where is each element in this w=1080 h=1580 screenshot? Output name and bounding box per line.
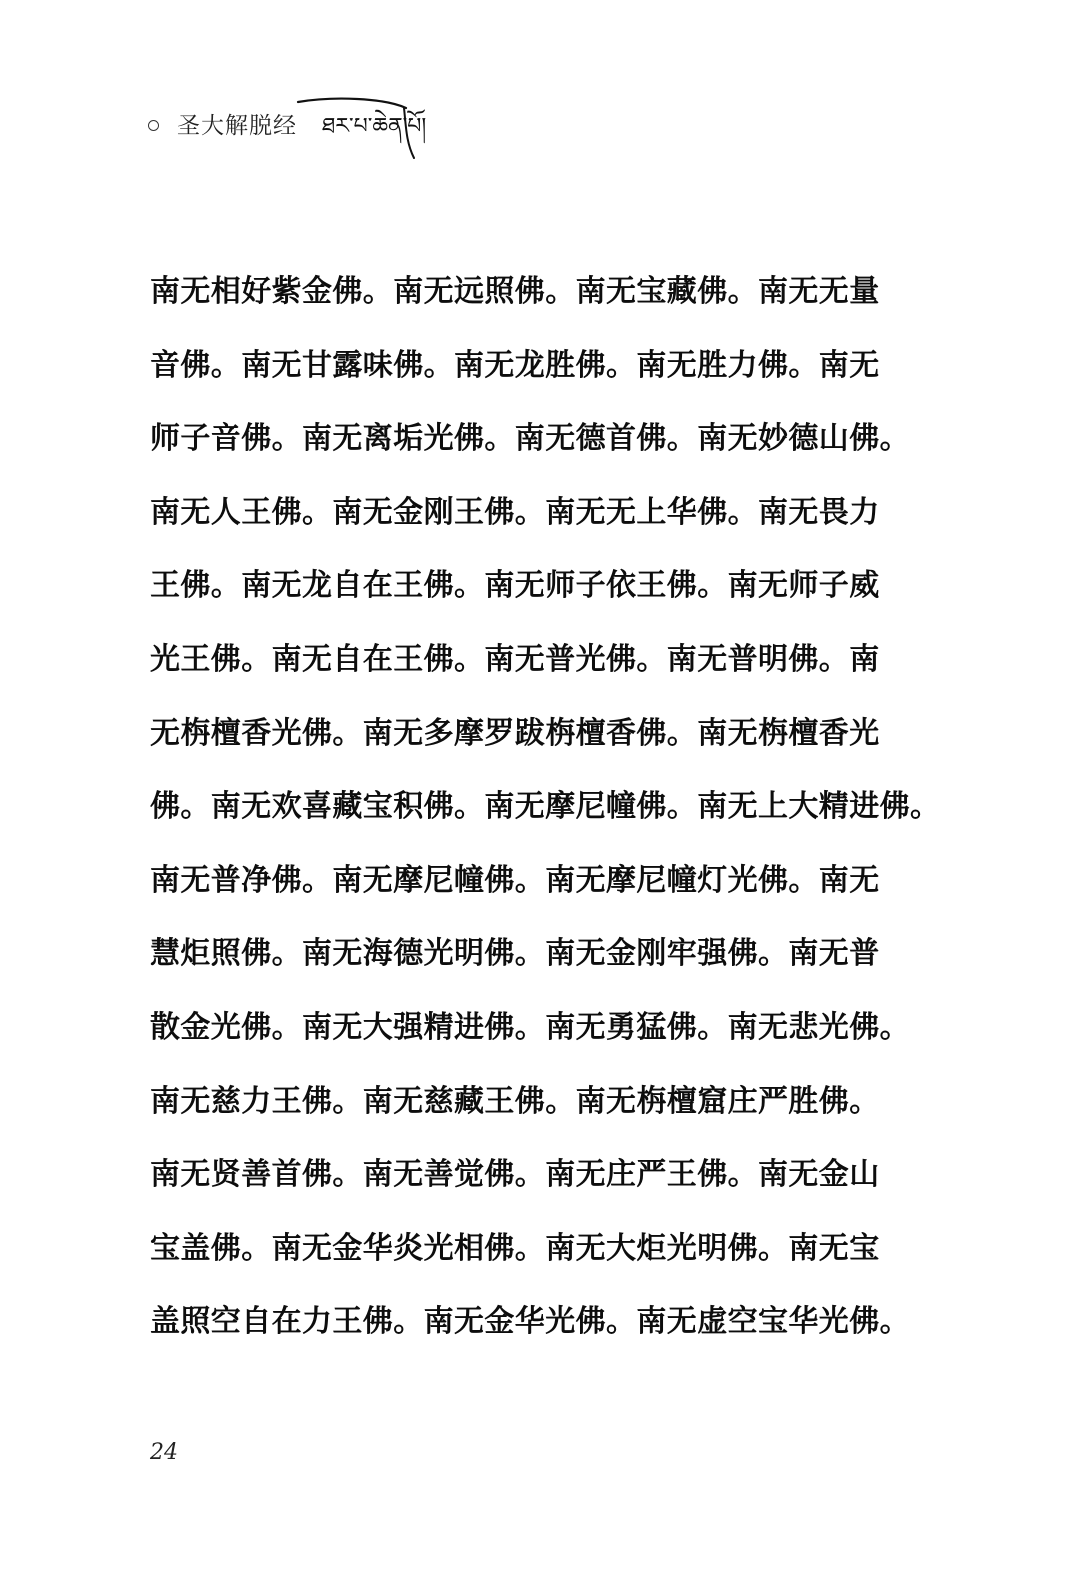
text-line: 散金光佛。南无大强精进佛。南无勇猛佛。南无悲光佛。 — [150, 1009, 910, 1045]
text-line: 佛。南无欢喜藏宝积佛。南无摩尼幢佛。南无上大精进佛。 — [150, 789, 941, 825]
running-header — [148, 100, 568, 170]
circle-bullet-icon — [148, 120, 159, 131]
text-line: 光王佛。南无自在王佛。南无普光佛。南无普明佛。南 — [150, 641, 880, 677]
sutra-body-text — [150, 255, 941, 1359]
text-line: 盖照空自在力王佛。南无金华光佛。南无虚空宝华光佛。 — [150, 1304, 910, 1340]
text-line: 师子音佛。南无离垢光佛。南无德首佛。南无妙德山佛。 — [150, 421, 910, 457]
text-line: 南无人王佛。南无金刚王佛。南无无上华佛。南无畏力 — [150, 494, 880, 530]
text-line: 南无相好紫金佛。南无远照佛。南无宝藏佛。南无无量 — [150, 274, 880, 309]
text-line: 宝盖佛。南无金华炎光相佛。南无大炬光明佛。南无宝 — [150, 1230, 880, 1266]
header-title: 圣大解脱经 — [177, 113, 297, 139]
text-line: 无栴檀香光佛。南无多摩罗跋栴檀香佛。南无栴檀香光 — [150, 715, 880, 751]
text-line: 慧炬照佛。南无海德光明佛。南无金刚牢强佛。南无普 — [150, 936, 880, 972]
text-line: 南无贤善首佛。南无善觉佛。南无庄严王佛。南无金山 — [150, 1157, 880, 1193]
text-line: 音佛。南无甘露味佛。南无龙胜佛。南无胜力佛。南无 — [150, 347, 880, 383]
text-line: 南无慈力王佛。南无慈藏王佛。南无栴檀窟庄严胜佛。 — [150, 1083, 880, 1119]
text-line: 南无普净佛。南无摩尼幢佛。南无摩尼幢灯光佛。南无 — [150, 862, 880, 898]
text-line: 王佛。南无龙自在王佛。南无师子依王佛。南无师子威 — [150, 568, 880, 604]
page-number: 24 — [150, 1440, 178, 1465]
header-tibetan-title: ཐར་པ་ཆེན་པོ། — [322, 114, 427, 139]
